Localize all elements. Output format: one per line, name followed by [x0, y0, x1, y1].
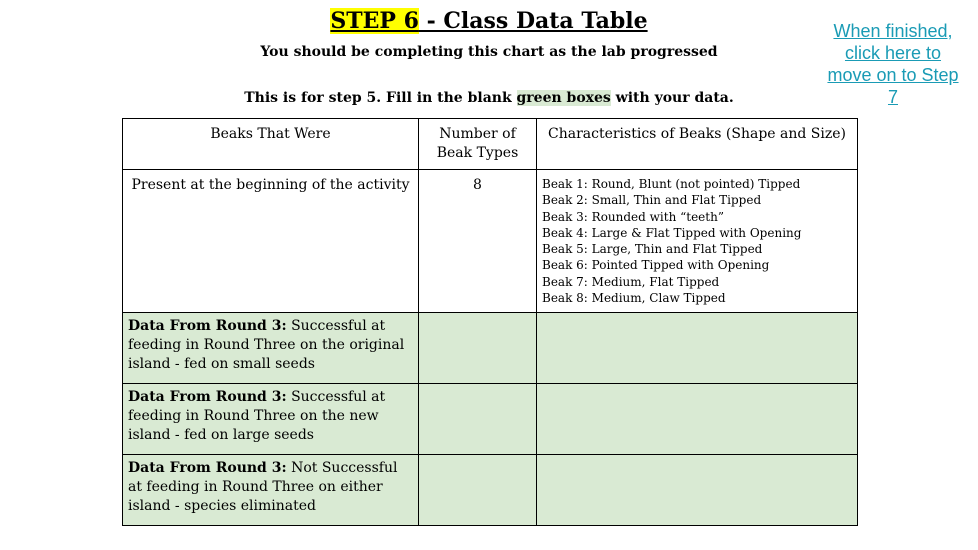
- table-row: [123, 384, 858, 455]
- instruction-highlight: green boxes: [516, 90, 611, 106]
- beak-item: Beak 8: Medium, Claw Tipped: [542, 291, 726, 306]
- next-step-link[interactable]: When finished, click here to move on to Step 7: [827, 21, 959, 107]
- round-label-text: Not Successful at feeding in Round Three on either island - species eliminated: [128, 460, 398, 515]
- step-number-highlight: STEP 6: [330, 8, 419, 34]
- round-label-text: Successful at feeding in Round Three on the original island - fed on small seeds: [128, 318, 405, 373]
- beak-item: Beak 1: Round, Blunt (not pointed) Tipped: [542, 177, 801, 191]
- beak-item: Beak 6: Pointed Tipped with Opening: [542, 258, 770, 273]
- table-row: [123, 455, 858, 526]
- count-input-box[interactable]: [419, 384, 537, 455]
- round-label-text: Successful at feeding in Round Three on the new island - fed on large seeds: [128, 389, 386, 444]
- characteristics-input-box[interactable]: [537, 384, 858, 455]
- beak-item: Beak 3: Rounded with “teeth”: [542, 209, 724, 224]
- count-input-box[interactable]: [419, 455, 537, 526]
- count-input-box[interactable]: [419, 313, 537, 384]
- title-text: - Class Data Table: [418, 8, 648, 34]
- characteristics-input-box[interactable]: [537, 455, 858, 526]
- round-label: [123, 384, 419, 455]
- table-header-row: [123, 119, 858, 170]
- table-row: [123, 313, 858, 384]
- round-label: [123, 313, 419, 384]
- round-label-bold: Data From Round 3:: [128, 318, 287, 335]
- table-row: [123, 170, 858, 313]
- characteristics-input-box[interactable]: [537, 313, 858, 384]
- beak-item: Beak 2: Small, Thin and Flat Tipped: [542, 193, 762, 208]
- beak-item: Beak 7: Medium, Flat Tipped: [542, 274, 720, 289]
- header-number-of-beak-types: Number of Beak Types: [419, 119, 537, 170]
- beak-list: [537, 170, 858, 313]
- round-label: [123, 455, 419, 526]
- present-count: 8: [419, 170, 537, 313]
- subtitle: You should be completing this chart as the lab progressed: [260, 44, 718, 60]
- beak-item: Beak 5: Large, Thin and Flat Tipped: [542, 242, 763, 257]
- instruction-post: with your data.: [610, 90, 734, 106]
- round-label-bold: Data From Round 3:: [128, 460, 287, 477]
- class-data-table: [122, 118, 858, 526]
- instruction-pre: This is for step 5. Fill in the blank: [244, 90, 517, 106]
- round-label-bold: Data From Round 3:: [128, 389, 287, 406]
- header-characteristics: Characteristics of Beaks (Shape and Size): [537, 119, 858, 170]
- header-beaks-that-were: Beaks That Were: [123, 119, 419, 170]
- beak-item: Beak 4: Large & Flat Tipped with Opening: [542, 225, 802, 240]
- present-label: Present at the beginning of the activity: [123, 170, 419, 313]
